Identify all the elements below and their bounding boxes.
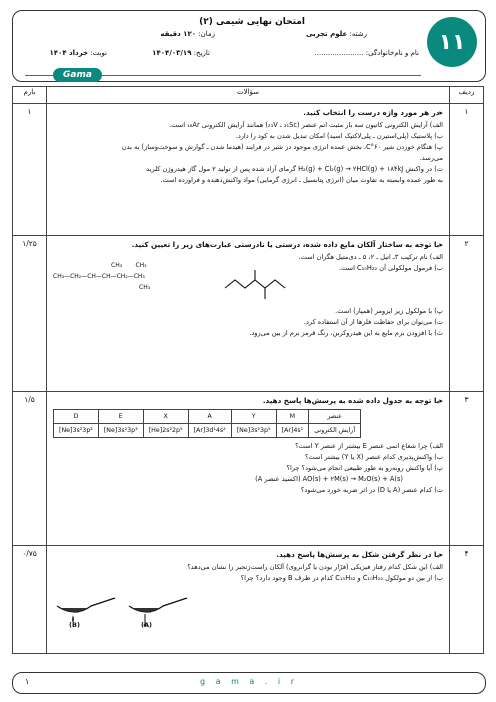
field-info (306, 30, 367, 38)
date-value: ۱۴۰۴/۰۳/۱۹ (152, 49, 192, 57)
alkane-structure (53, 260, 150, 293)
time-value: ۱۲۰ دقیقه (160, 30, 196, 38)
time-label: زمان: (198, 30, 215, 38)
question-line: پ) هنگام خوردن شیر ۶۰°C، بخش عمده انرژی موجود در شیر در فرایند (هیدما شدن ـ گوارش و سوخت‌وساز) به بدن (121, 143, 443, 151)
question-heading: ▸ با توجه به ساختار آلکان مایع داده شده، درستی یا نادرستی عبارت‌های زیر را تعیین کنید. (53, 239, 443, 250)
question-row-1 (13, 104, 484, 236)
question-number: ۲ (450, 236, 484, 392)
element-symbol: D (54, 410, 99, 424)
question-line: پ) با مولکول زیر ایزومر (همپار) است. (335, 307, 443, 315)
element-symbol: E (98, 410, 143, 424)
label-b: (B) (69, 621, 80, 629)
element-config: [Ar]4s¹ (276, 424, 309, 438)
question-body (47, 236, 450, 392)
row-label: عنصر (309, 410, 361, 424)
label-a: (A) (141, 621, 152, 629)
element-config-table (53, 409, 361, 438)
exam-header (12, 10, 486, 82)
question-body (47, 104, 450, 236)
header-questions: سؤالات (47, 87, 450, 104)
name-field: نام و نام‌خانوادگی: ...................... (314, 49, 419, 57)
question-heading: ▸ در هر مورد واژه درست را انتخاب کنید. (53, 107, 443, 118)
main-chain: CH₃—CH₂—CH—CH—CH₂—CH₃ (53, 273, 145, 280)
gama-logo: Gama (53, 68, 102, 82)
question-score: ۰/۷۵ (13, 546, 47, 654)
question-2-content (53, 252, 443, 306)
element-symbol-row (54, 410, 361, 424)
question-number: ۴ (450, 546, 484, 654)
questions-table (12, 86, 484, 654)
question-heading: ▸ با در نظر گرفتن شکل به پرسش‌ها پاسخ دهید. (53, 549, 443, 560)
substituent-top: CH₃ CH₃ (111, 262, 147, 269)
question-line: الف) چرا شعاع اتمی عنصر E بیشتر از عنصر Y است؟ (295, 442, 443, 450)
term-info (50, 49, 108, 57)
question-number: ۱ (450, 104, 484, 236)
question-line: ب) فرمول مولکولی آن C₁₀H₂₂ است. (338, 264, 443, 272)
field-label: رشته: (349, 30, 367, 38)
date-info (152, 49, 210, 57)
element-config-row (54, 424, 361, 438)
question-body (47, 546, 450, 654)
question-row-2 (13, 236, 484, 392)
config-label: آرایش الکترونی (309, 424, 361, 438)
site-url: g a m a . i r (200, 677, 298, 686)
time-info (160, 30, 215, 38)
viscosity-figure (53, 584, 443, 634)
element-symbol: A (188, 410, 231, 424)
question-score: ۱ (13, 104, 47, 236)
question-line: الف) نام ترکیب ۳ـ اتیل ـ ۲، ۵ ـ دی‌متیل هگزان است. (298, 253, 443, 261)
page-number: ۱ (25, 677, 30, 686)
question-line: الف) این شکل کدام رفتار فیزیکی (فرّار بودن یا گرانروی) آلکان راست‌زنجیر را نشان می‌دهد؟ (187, 563, 443, 571)
element-config: [Ne]3s²3p² (54, 424, 99, 438)
element-config: [He]2s²2p⁵ (143, 424, 188, 438)
question-score: ۱/۲۵ (13, 236, 47, 392)
field-value: علوم تجربی (305, 30, 348, 38)
element-config: [Ne]3s²3p³ (98, 424, 143, 438)
question-line: ب) واکنش‌پذیری کدام عنصر (X یا Y) بیشتر است؟ (304, 453, 443, 461)
question-line: ت) می‌توان برای حفاظت فلزها از آن استفاده کرد. (303, 318, 443, 326)
question-line: به طور عمده وابسته به تفاوت میان (انرژی پتانسیل ـ انرژی گرمایی) مواد واکنش‌دهنده و فراورده است. (160, 176, 443, 184)
exam-title: امتحان نهایی شیمی (۲) (199, 17, 305, 27)
question-row-4 (13, 546, 484, 654)
question-score: ۱/۵ (13, 392, 47, 546)
question-line: الف) آرایش الکترونی کاتیون سه بار مثبت اتم عنصر (₂₁Sc ـ ₂₃V) همانند آرایش الکترونی ₁₈Ar است. (169, 121, 443, 129)
question-line: ث) با افزودن برم مایع به این هیدروکربن، رنگ قرمز برم از بین می‌رود. (249, 329, 443, 337)
element-config: [Ne]3s²3p⁵ (231, 424, 276, 438)
date-label: تاریخ: (193, 49, 210, 57)
question-body (47, 392, 450, 546)
substituent-bottom: CH₃ (139, 284, 151, 291)
question-line: پ) آیا واکنش روبه‌رو به طور طبیعی انجام می‌شود؟ چرا؟ (286, 464, 443, 472)
question-row-3 (13, 392, 484, 546)
question-line: ت) کدام عنصر (A یا D) در اثر ضربه خورد می‌شود؟ (300, 486, 443, 494)
page-footer (12, 672, 486, 694)
grade-badge: ۱۱ (427, 17, 477, 67)
question-heading: ▸ با توجه به جدول داده شده به پرسش‌ها پاسخ دهید. (53, 395, 443, 406)
question-line: ب) از بین دو مولکول C₁₀H₂₂ و C₁₅H₃₂ کدام در ظرف B وجود دارد؟ چرا؟ (240, 574, 443, 582)
question-number: ۳ (450, 392, 484, 546)
header-score: بارم (13, 87, 47, 104)
term-value: خرداد ۱۴۰۴ (49, 49, 89, 57)
question-line: ت) در واکنش H₂(g) + Cl₂(g) → ۲HCl(g) + ۱۸۴kJ گرمای آزاد شده پس از تولید ۲ مول گاز هیدروژن کلرید (146, 165, 443, 173)
header-num: ردیف (450, 87, 484, 104)
skeletal-molecule-figure (223, 266, 293, 302)
element-symbol: Y (231, 410, 276, 424)
element-symbol: M (276, 410, 309, 424)
element-symbol: X (143, 410, 188, 424)
reaction-equation: AO(s) + ۲M(s) → M₂O(s) + A(s) (اکسید عنصر A) (255, 475, 403, 483)
question-line: می‌رسد. (419, 154, 443, 162)
element-config: [Ar]3d¹4s² (188, 424, 231, 438)
question-line: ب) پلاستیک (پلی‌استیرن ـ پلی‌لاکتیک اسید) امکان تبدیل شدن به کود را دارد. (235, 132, 443, 140)
term-label: نوبت: (90, 49, 107, 57)
